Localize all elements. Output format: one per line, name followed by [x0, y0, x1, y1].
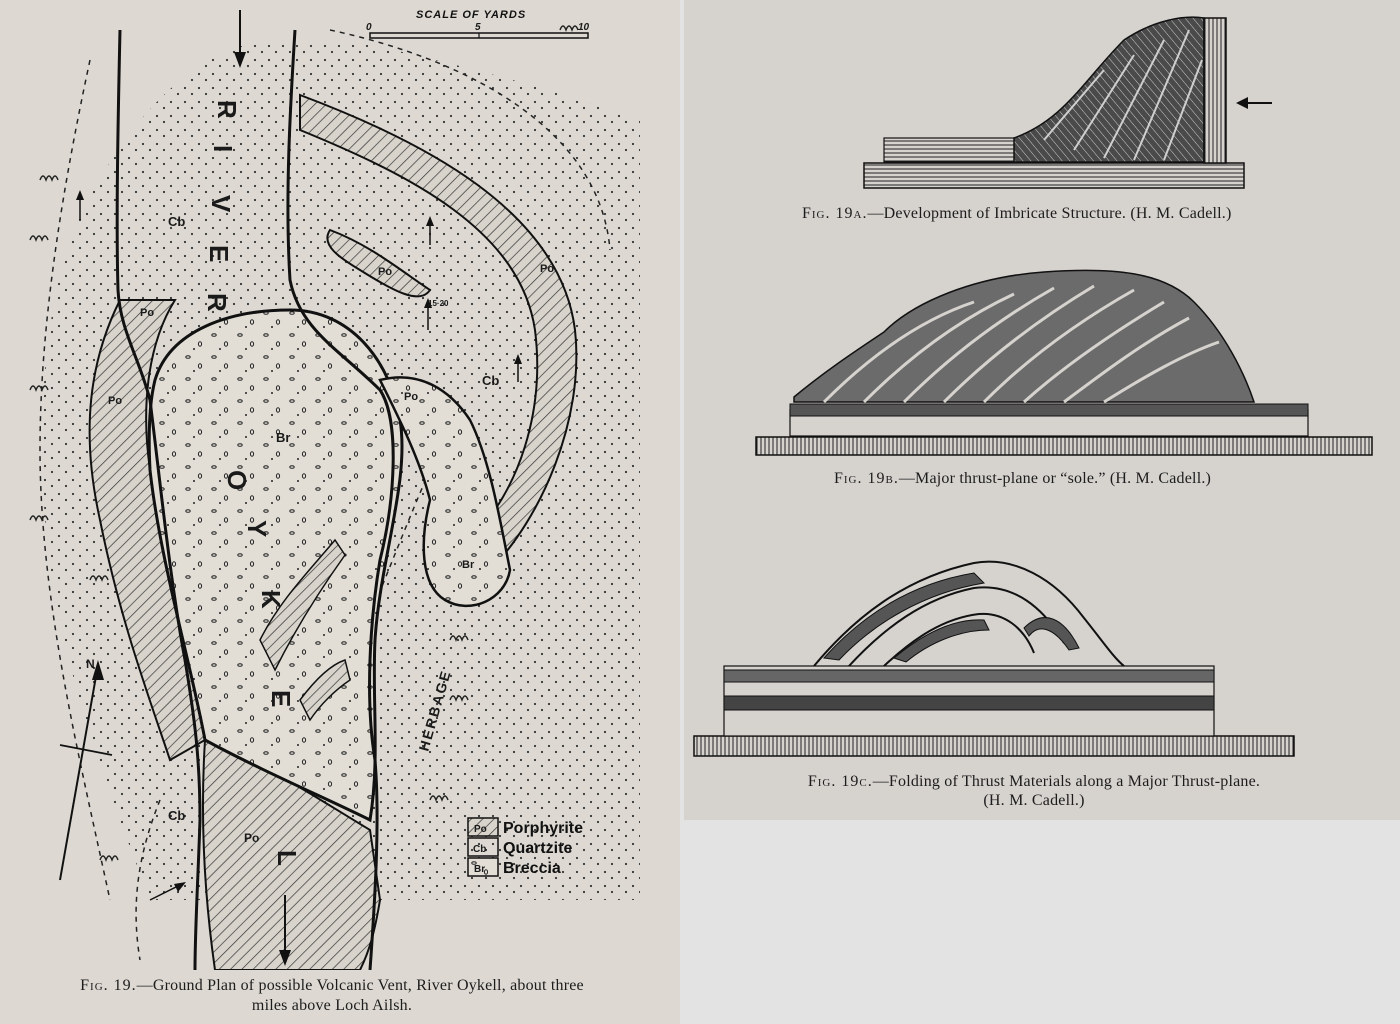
ground-plan-map [0, 0, 680, 970]
figure-number: Fig. 19b. [834, 470, 899, 487]
river-letter: E [204, 245, 234, 263]
label-porphyrite: Po [378, 266, 393, 278]
label-quartzite: Cb [168, 214, 186, 229]
river-letter: O [222, 470, 252, 491]
fig-19c-diagram [684, 548, 1400, 768]
river-letter: L [272, 850, 302, 866]
river-letter: E [266, 690, 296, 708]
scale-tick-10: 10 [578, 22, 590, 33]
label-porphyrite: Po [140, 307, 155, 319]
label-porphyrite: Po [404, 391, 419, 403]
river-letter: K [256, 590, 286, 609]
caption-text: —Major thrust-plane or “sole.” (H. M. Cadell.) [898, 470, 1212, 487]
legend-code: Po [474, 824, 487, 835]
figure-number: Fig. 19c. [807, 773, 873, 790]
legend-code: Br [474, 864, 486, 875]
scale-title: SCALE OF YARDS [416, 9, 527, 21]
figure-number: Fig. 19a. [802, 205, 868, 222]
scale-tick-0: 0 [366, 22, 372, 33]
fig-19b-diagram [684, 262, 1400, 462]
caption-text: —Development of Imbricate Structure. (H. M. Cadell.) [867, 205, 1232, 222]
caption-line2: miles above Loch Ailsh. [251, 997, 413, 1014]
label-quartzite: Cb [482, 373, 500, 388]
figure-19a-caption [802, 205, 1232, 223]
label-breccia: Br [276, 430, 291, 445]
legend-name: Porphyrite [503, 820, 584, 837]
label-porphyrite: Po [244, 831, 260, 845]
herbage-label: HERBAGE [415, 667, 455, 753]
legend-code: Cb [473, 844, 487, 855]
figure-19-caption [22, 976, 642, 1016]
dip-label: 15·20 [428, 299, 449, 308]
river-letter: Y [242, 520, 272, 538]
river-letter: V [206, 195, 236, 213]
label-porphyrite: Po [540, 263, 555, 275]
label-porphyrite: Po [108, 395, 123, 407]
figure-19c-caption [724, 772, 1344, 810]
right-page [684, 0, 1400, 820]
left-page [0, 0, 680, 1024]
caption-credit: (H. M. Cadell.) [983, 792, 1085, 809]
label-breccia: Br [462, 559, 475, 571]
river-letter: R [212, 100, 242, 119]
label-quartzite: Cb [168, 808, 186, 823]
fig-19a-diagram [684, 0, 1400, 200]
figure-19b-caption [834, 470, 1211, 488]
figure-number: Fig. 19. [80, 977, 137, 994]
caption-text: —Folding of Thrust Materials along a Major Thrust-plane. [872, 773, 1261, 790]
north-label: N [86, 657, 95, 671]
legend-name: Breccia [503, 860, 561, 877]
river-letter: I [208, 145, 238, 153]
river-letter: R [202, 293, 232, 312]
caption-line1: —Ground Plan of possible Volcanic Vent, River Oykell, about three [136, 977, 584, 994]
legend-name: Quartzite [503, 840, 573, 857]
scale-tick-5: 5 [475, 22, 481, 33]
